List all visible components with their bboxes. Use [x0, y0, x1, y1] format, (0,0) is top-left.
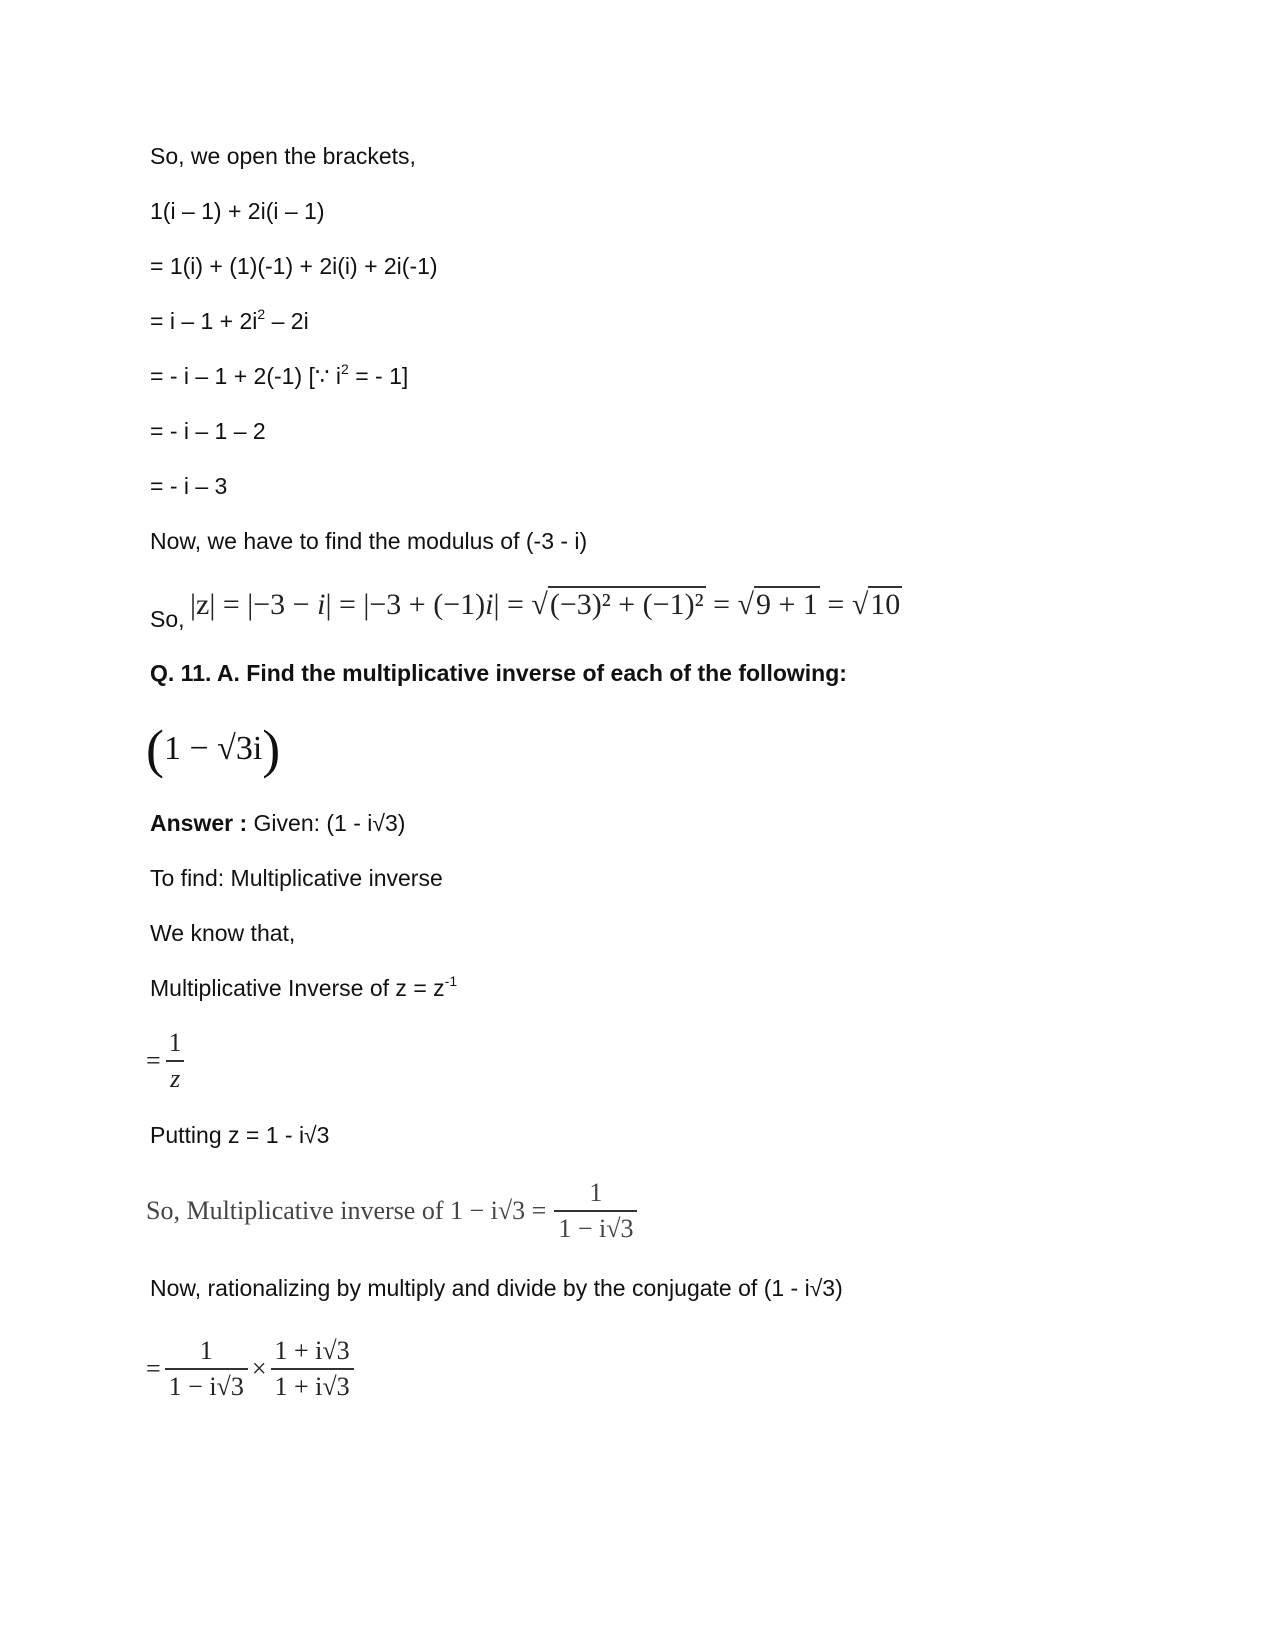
text-segment: – 2i [265, 308, 309, 334]
math-var: i [485, 588, 494, 621]
text-line [150, 361, 408, 391]
text-line: 1(i – 1) + 2i(i – 1) [150, 198, 325, 224]
math-var: i [317, 588, 326, 621]
numerator: 1 + i√3 [274, 1336, 350, 1365]
radicand: 9 + 1 [755, 588, 818, 621]
fraction [165, 1336, 248, 1402]
denominator: z [166, 1060, 184, 1094]
sqrt-sign: √ [851, 588, 869, 621]
radicand: (−3)² + (−1)² [549, 588, 704, 621]
expression-body: 1 − √3i [163, 730, 263, 767]
numerator: 1 [199, 1336, 213, 1365]
superscript: 2 [341, 361, 349, 377]
text-line: Putting z = 1 - i√3 [150, 1122, 330, 1148]
text-line [150, 306, 309, 336]
denominator: 1 + i√3 [271, 1368, 354, 1402]
text-line: So, [150, 606, 185, 632]
math-segment: | = [493, 588, 532, 621]
rationalize-expression [146, 1336, 358, 1402]
equals-sign: = [146, 1354, 161, 1383]
sqrt-sign: √ [531, 588, 548, 621]
text-line: Now, rationalizing by multiply and divide by the conjugate of (1 - i√3) [150, 1275, 843, 1301]
text-line: Now, we have to find the modulus of (-3 - i) [150, 528, 588, 554]
text-segment: = - i – 1 + 2(-1) [∵ i [150, 363, 342, 389]
math-segment: = [705, 588, 738, 621]
fraction [554, 1178, 637, 1244]
inverse-statement [146, 1178, 641, 1244]
text-line: So, we open the brackets, [150, 143, 416, 169]
answer-label: Answer : [150, 810, 248, 836]
fraction [271, 1336, 354, 1402]
numerator: 1 [168, 1028, 182, 1057]
text-line: = - i – 1 – 2 [150, 418, 266, 444]
question-heading: Q. 11. A. Find the multiplicative inverse of each of the following: [150, 660, 847, 686]
math-segment: = [819, 588, 852, 621]
fraction-one-over-z [146, 1028, 190, 1094]
statement-text: So, Multiplicative inverse of 1 − i√3 = [146, 1196, 547, 1225]
equals-sign: = [146, 1046, 161, 1075]
sqrt-sign: √ [737, 588, 754, 621]
text-segment: Multiplicative Inverse of z = z [150, 975, 445, 1001]
numerator: 1 [589, 1178, 603, 1207]
text-line [150, 973, 457, 1003]
text-segment: = i – 1 + 2i [150, 308, 258, 334]
radicand: 10 [870, 588, 901, 621]
text-line: = 1(i) + (1)(-1) + 2i(i) + 2i(-1) [150, 253, 438, 279]
text-line: To find: Multiplicative inverse [150, 865, 443, 891]
times-sign: × [251, 1354, 267, 1383]
paren-close: ) [262, 719, 281, 779]
superscript: 2 [257, 306, 266, 322]
text-line: We know that, [150, 920, 296, 946]
answer-text: Given: (1 - i√3) [247, 810, 406, 836]
superscript: -1 [444, 973, 458, 989]
math-segment: |z| = |−3 − [190, 588, 318, 621]
text-segment: = - 1] [348, 363, 409, 389]
denominator: 1 − i√3 [165, 1368, 248, 1402]
answer-line [150, 808, 405, 838]
denominator: 1 − i√3 [554, 1210, 637, 1244]
math-segment: | = |−3 + (−1) [325, 588, 486, 621]
text-line: = - i – 3 [150, 473, 228, 499]
fraction [165, 1028, 186, 1094]
expression-image [146, 718, 280, 780]
modulus-equation [190, 588, 902, 622]
paren-open: ( [146, 719, 164, 779]
